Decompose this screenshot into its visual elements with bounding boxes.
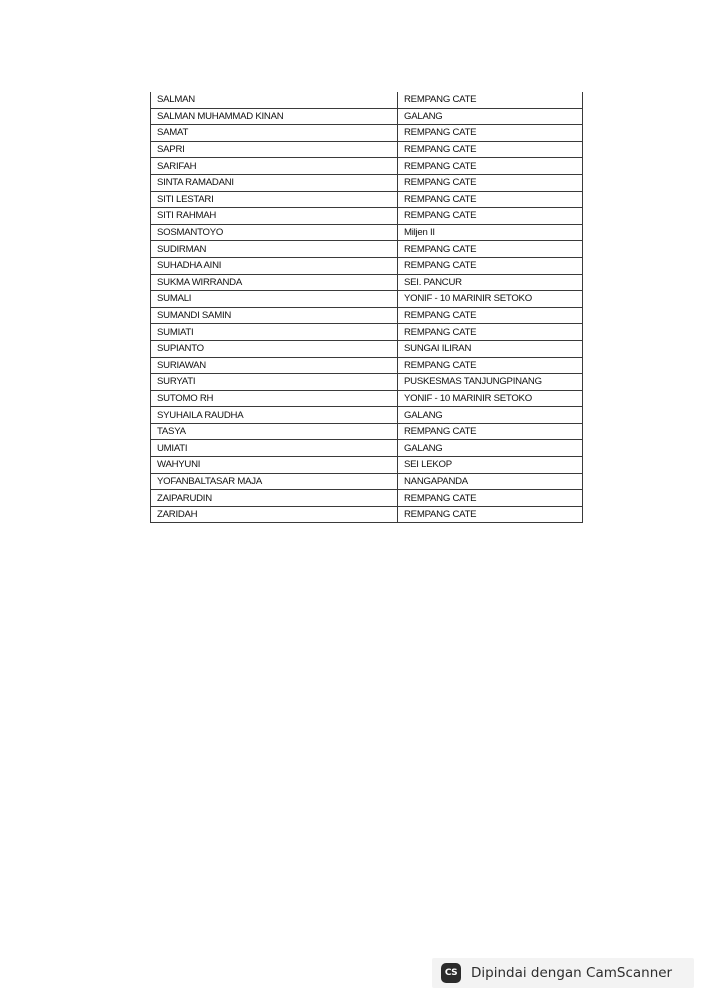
table-row <box>151 457 583 474</box>
name-cell: SAMAT <box>151 125 398 142</box>
name-cell: SYUHAILA RAUDHA <box>151 407 398 424</box>
name-cell: SUKMA WIRRANDA <box>151 274 398 291</box>
table-row <box>151 191 583 208</box>
table-row <box>151 241 583 258</box>
location-cell: GALANG <box>398 440 583 457</box>
location-cell: GALANG <box>398 407 583 424</box>
table-row <box>151 158 583 175</box>
location-cell: NANGAPANDA <box>398 473 583 490</box>
table-row <box>151 473 583 490</box>
location-cell: REMPANG CATE <box>398 158 583 175</box>
name-cell: SUDIRMAN <box>151 241 398 258</box>
location-cell: REMPANG CATE <box>398 241 583 258</box>
location-cell: SEI LEKOP <box>398 457 583 474</box>
location-cell: REMPANG CATE <box>398 423 583 440</box>
name-cell: SUTOMO RH <box>151 390 398 407</box>
name-cell: SUMANDI SAMIN <box>151 307 398 324</box>
name-cell: TASYA <box>151 423 398 440</box>
name-cell: SOSMANTOYO <box>151 224 398 241</box>
location-cell: REMPANG CATE <box>398 490 583 507</box>
table-row <box>151 257 583 274</box>
name-cell: SARIFAH <box>151 158 398 175</box>
table-row <box>151 92 583 108</box>
table-row <box>151 374 583 391</box>
name-cell: SURYATI <box>151 374 398 391</box>
table-row <box>151 440 583 457</box>
name-cell: ZARIDAH <box>151 506 398 523</box>
table-row <box>151 423 583 440</box>
name-cell: UMIATI <box>151 440 398 457</box>
name-cell: SALMAN MUHAMMAD KINAN <box>151 108 398 125</box>
location-cell: SEI. PANCUR <box>398 274 583 291</box>
location-cell: YONIF - 10 MARINIR SETOKO <box>398 390 583 407</box>
table-row <box>151 224 583 241</box>
location-cell: REMPANG CATE <box>398 125 583 142</box>
table-row <box>151 108 583 125</box>
camscanner-watermark <box>432 958 694 988</box>
location-cell: REMPANG CATE <box>398 141 583 158</box>
location-cell: REMPANG CATE <box>398 307 583 324</box>
name-cell: SINTA RAMADANI <box>151 174 398 191</box>
table-row <box>151 274 583 291</box>
location-cell: Miljen II <box>398 224 583 241</box>
location-cell: YONIF - 10 MARINIR SETOKO <box>398 291 583 308</box>
location-cell: REMPANG CATE <box>398 174 583 191</box>
name-cell: SITI LESTARI <box>151 191 398 208</box>
location-cell: REMPANG CATE <box>398 92 583 108</box>
location-cell: REMPANG CATE <box>398 506 583 523</box>
table-row <box>151 357 583 374</box>
name-cell: SUHADHA AINI <box>151 257 398 274</box>
name-cell: SUPIANTO <box>151 340 398 357</box>
table-row <box>151 490 583 507</box>
location-cell: REMPANG CATE <box>398 191 583 208</box>
camscanner-logo-icon: CS <box>441 963 461 983</box>
table-row <box>151 407 583 424</box>
name-cell: ZAIPARUDIN <box>151 490 398 507</box>
name-cell: SUMALI <box>151 291 398 308</box>
location-cell: SUNGAI ILIRAN <box>398 340 583 357</box>
location-cell: REMPANG CATE <box>398 257 583 274</box>
table-body <box>151 92 583 523</box>
table-row <box>151 324 583 341</box>
name-location-table <box>150 92 583 523</box>
name-cell: SURIAWAN <box>151 357 398 374</box>
table-row <box>151 174 583 191</box>
table-row <box>151 291 583 308</box>
location-cell: REMPANG CATE <box>398 208 583 225</box>
table-row <box>151 141 583 158</box>
location-cell: PUSKESMAS TANJUNGPINANG <box>398 374 583 391</box>
location-cell: REMPANG CATE <box>398 324 583 341</box>
name-cell: SALMAN <box>151 92 398 108</box>
table-row <box>151 125 583 142</box>
name-cell: YOFANBALTASAR MAJA <box>151 473 398 490</box>
name-location-table-wrapper <box>150 92 574 523</box>
name-cell: SUMIATI <box>151 324 398 341</box>
table-row <box>151 390 583 407</box>
table-row <box>151 208 583 225</box>
table-row <box>151 506 583 523</box>
table-row <box>151 307 583 324</box>
table-row <box>151 340 583 357</box>
name-cell: SAPRI <box>151 141 398 158</box>
name-cell: SITI RAHMAH <box>151 208 398 225</box>
name-cell: WAHYUNI <box>151 457 398 474</box>
location-cell: GALANG <box>398 108 583 125</box>
location-cell: REMPANG CATE <box>398 357 583 374</box>
watermark-text: Dipindai dengan CamScanner <box>471 965 673 981</box>
